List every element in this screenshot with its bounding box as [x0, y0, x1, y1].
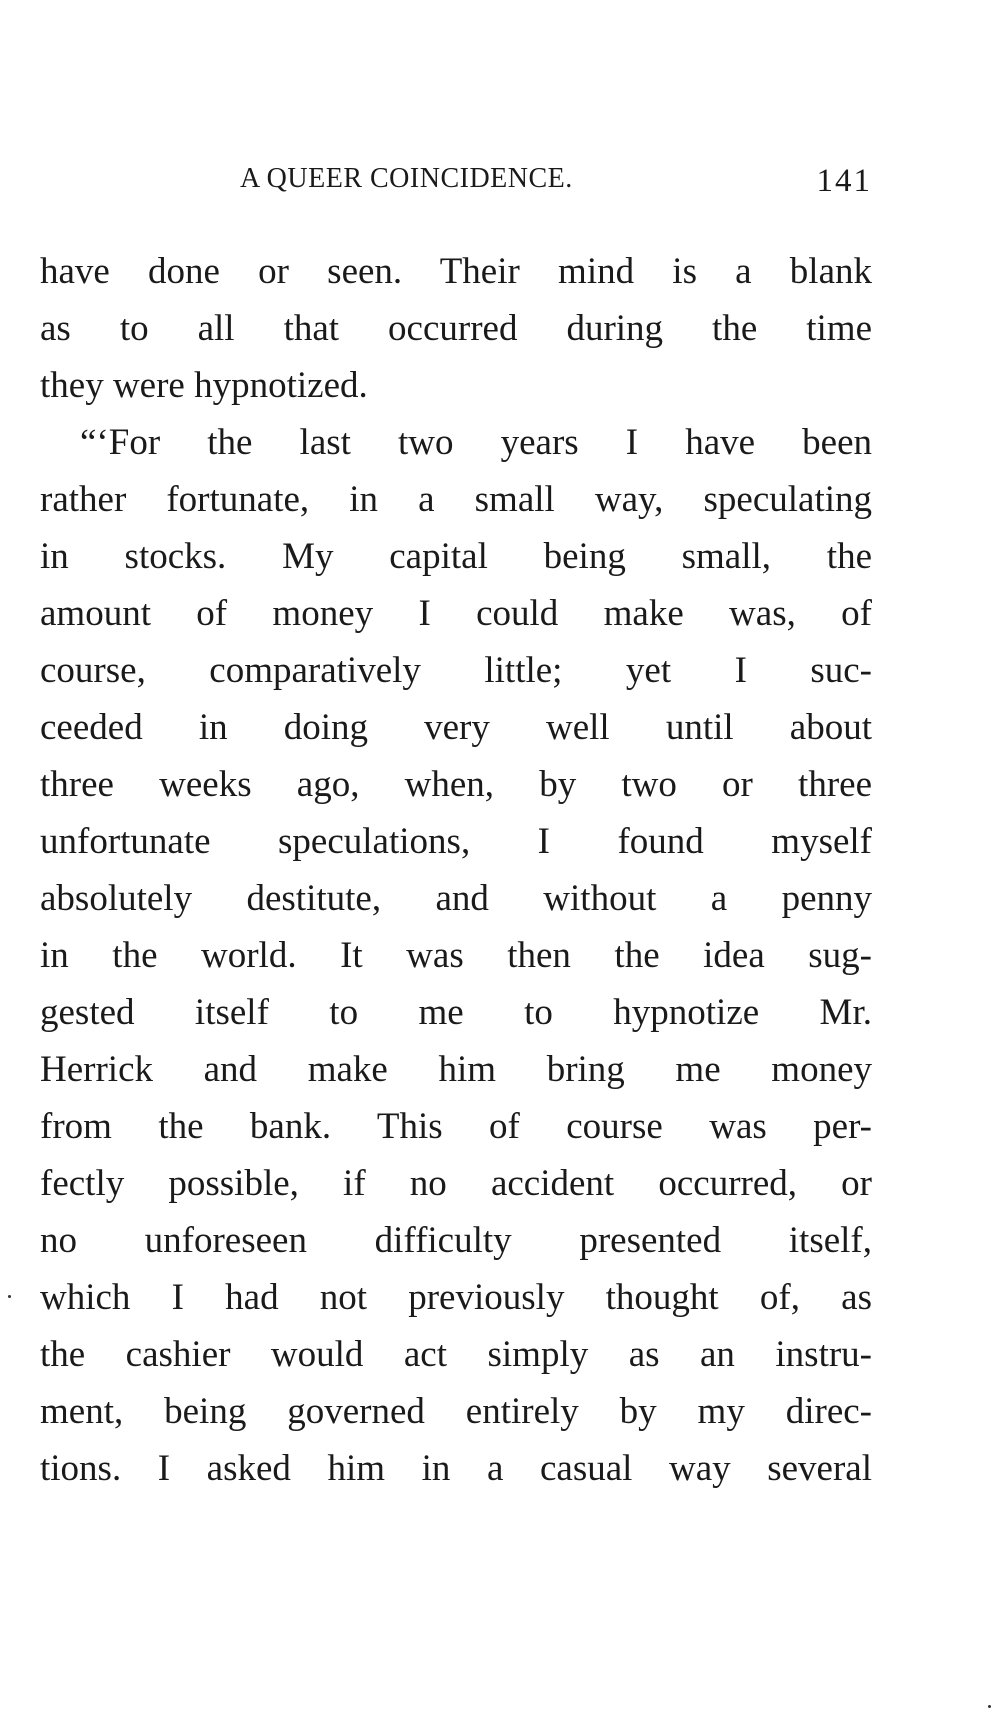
- text-line: rather fortunate, in a small way, speculating: [40, 479, 872, 520]
- text-line: have done or seen. Their mind is a blank: [40, 251, 872, 292]
- text-line: gested itself to me to hypnotize Mr.: [40, 992, 872, 1033]
- text-line: ceeded in doing very well until about: [40, 707, 872, 748]
- page-number: 141: [816, 163, 872, 199]
- text-line: amount of money I could make was, of: [40, 593, 872, 634]
- text-line: from the bank. This of course was per-: [40, 1106, 872, 1147]
- running-title: A QUEER COINCIDENCE.: [240, 163, 573, 194]
- text-line: Herrick and make him bring me money: [40, 1049, 872, 1090]
- text-line: the cashier would act simply as an instru-: [40, 1334, 872, 1375]
- print-speck: [8, 1295, 11, 1298]
- body-text: [40, 243, 872, 1497]
- text-line: tions. I asked him in a casual way several: [40, 1448, 872, 1489]
- text-line: in the world. It was then the idea sug-: [40, 935, 872, 976]
- paragraph: [40, 414, 872, 1497]
- text-line: in stocks. My capital being small, the: [40, 536, 872, 577]
- text-line: three weeks ago, when, by two or three: [40, 764, 872, 805]
- text-line: course, comparatively little; yet I suc-: [40, 650, 872, 691]
- text-line: fectly possible, if no accident occurred, or: [40, 1163, 872, 1204]
- text-line: which I had not previously thought of, as: [40, 1277, 872, 1318]
- paragraph: [40, 243, 872, 414]
- print-speck: [988, 1705, 991, 1708]
- text-line: unfortunate speculations, I found myself: [40, 821, 872, 862]
- text-line: “‘For the last two years I have been: [80, 422, 872, 463]
- running-head: [40, 163, 872, 203]
- text-line: no unforeseen difficulty presented itself,: [40, 1220, 872, 1261]
- text-line: as to all that occurred during the time: [40, 308, 872, 349]
- text-line: they were hypnotized.: [40, 365, 368, 406]
- text-line: absolutely destitute, and without a penny: [40, 878, 872, 919]
- text-line: ment, being governed entirely by my direc-: [40, 1391, 872, 1432]
